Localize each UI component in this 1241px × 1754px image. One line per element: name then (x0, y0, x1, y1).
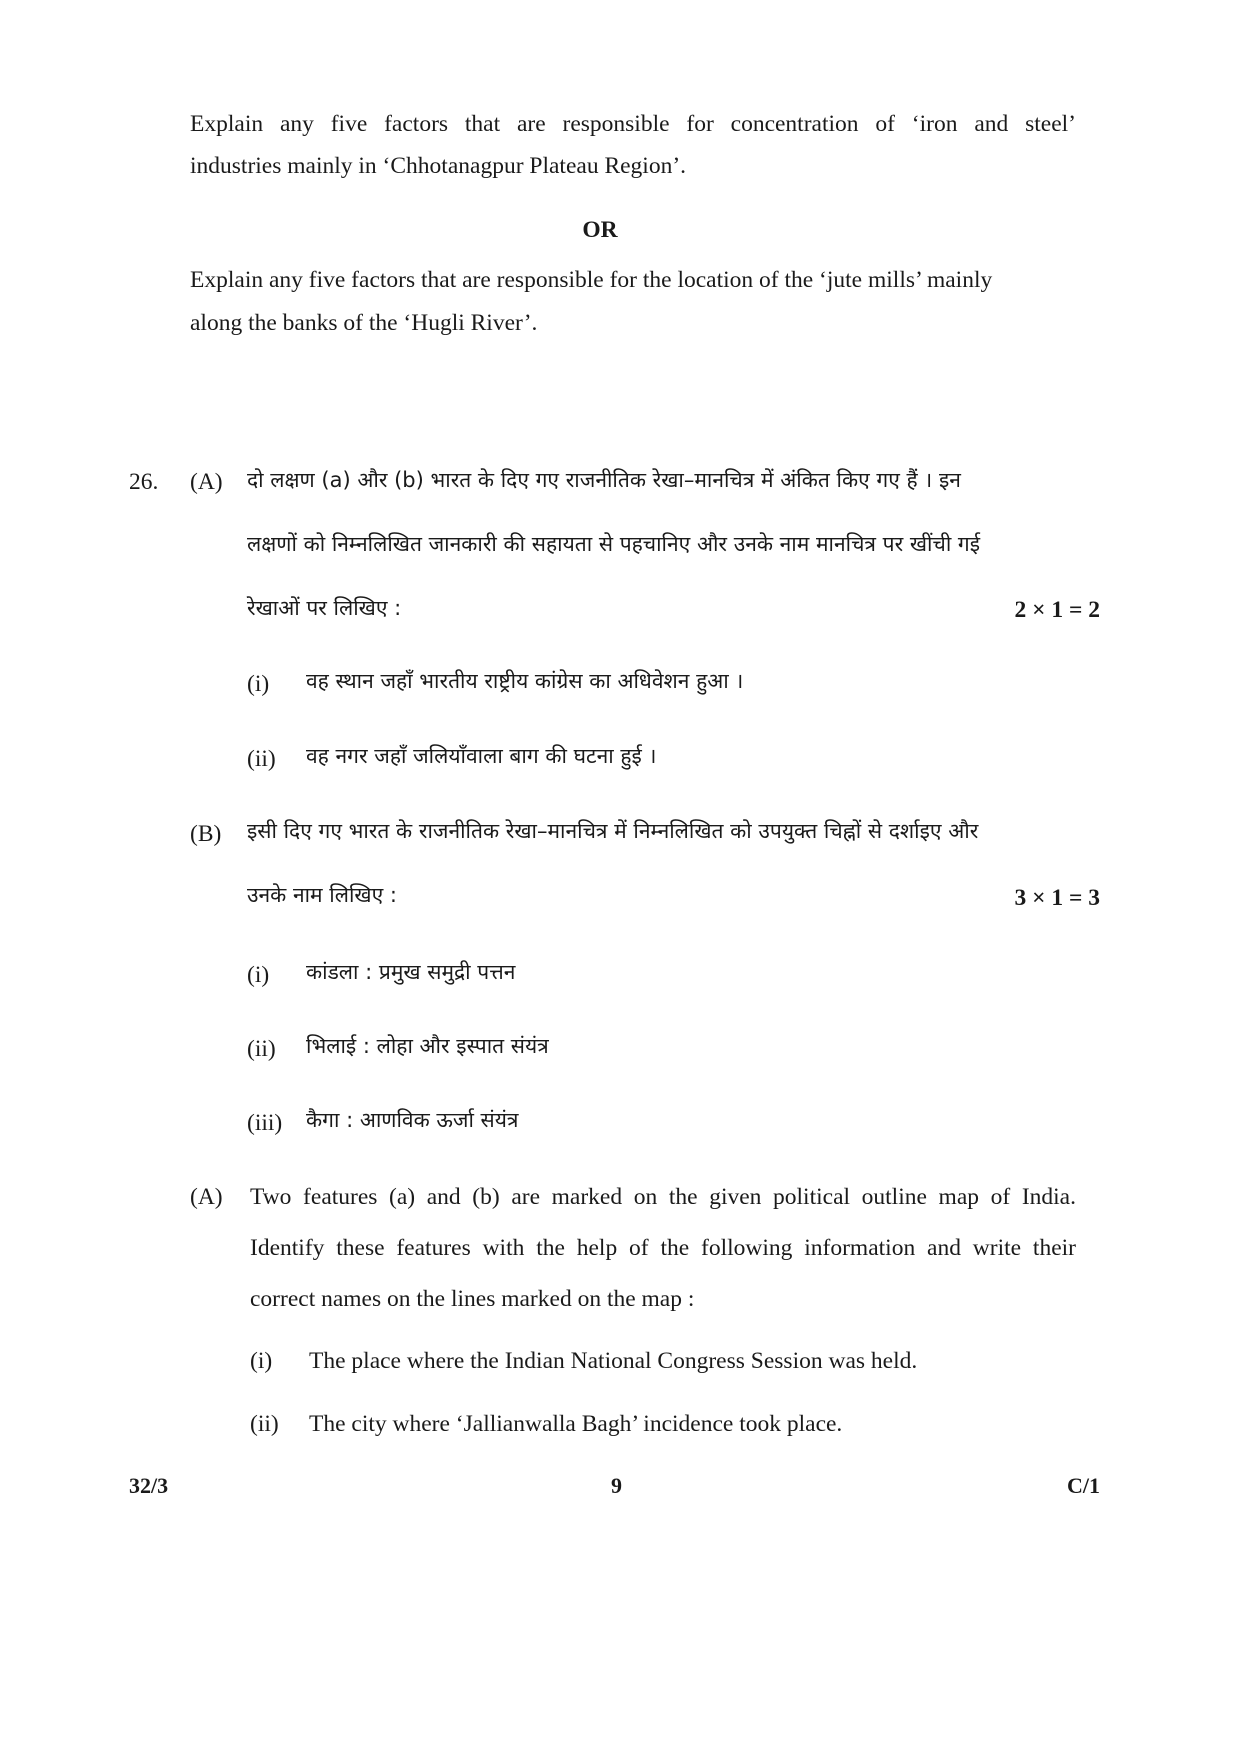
hindi-b-marks: 3 × 1 = 3 (1014, 885, 1100, 911)
q25-part1-line1: Explain any five factors that are responsible for concentration of ‘iron and steel’ (190, 111, 1076, 137)
hindi-a-line3: रेखाओं पर लिखिए : (247, 596, 402, 620)
hindi-a-marks: 2 × 1 = 2 (1014, 597, 1100, 623)
q25-part1-line2: industries mainly in ‘Chhotanagpur Plateau Region’. (190, 153, 687, 179)
hindi-a-item-1-text: वह स्थान जहाँ भारतीय राष्ट्रीय कांग्रेस का अधिवेशन हुआ । (306, 669, 744, 693)
or-divider: OR (582, 217, 618, 243)
english-a-line3: correct names on the lines marked on the map : (250, 1286, 695, 1312)
hindi-a-line1: दो लक्षण (a) और (b) भारत के दिए गए राजनीतिक रेखा–मानचित्र में अंकित किए गए हैं । इन (247, 468, 961, 492)
q25-part2-line1: Explain any five factors that are responsible for the location of the ‘jute mills’ mainly (190, 267, 993, 293)
hindi-b-label: (B) (190, 821, 222, 847)
hindi-b-item-2-text: भिलाई : लोहा और इस्पात संयंत्र (306, 1034, 549, 1058)
hindi-b-item-1-text: कांडला : प्रमुख समुद्री पत्तन (306, 960, 516, 984)
hindi-a-label: (A) (190, 469, 223, 495)
english-a-item-1-num: (i) (250, 1348, 273, 1374)
hindi-b-item-3-text: कैगा : आणविक ऊर्जा संयंत्र (306, 1108, 519, 1132)
english-a-item-2-num: (ii) (250, 1411, 279, 1437)
hindi-a-line2: लक्षणों को निम्नलिखित जानकारी की सहायता से पहचानिए और उनके नाम मानचित्र पर खींची गई (247, 532, 981, 556)
english-a-item-1-text: The place where the Indian National Congress Session was held. (309, 1348, 918, 1374)
q25-part2-line2: along the banks of the ‘Hugli River’. (190, 310, 538, 336)
english-a-line2: Identify these features with the help of the following information and write their (250, 1235, 1076, 1261)
hindi-b-line2: उनके नाम लिखिए : (247, 883, 397, 907)
hindi-b-line1: इसी दिए गए भारत के राजनीतिक रेखा–मानचित्र में निम्नलिखित को उपयुक्त चिह्नों से दर्शाइए और (247, 819, 979, 843)
english-a-item-2-text: The city where ‘Jallianwalla Bagh’ incidence took place. (309, 1411, 843, 1437)
footer-page-number: 9 (611, 1473, 622, 1498)
english-a-line1: Two features (a) and (b) are marked on the given political outline map of India. (250, 1184, 1076, 1210)
question-number: 26. (129, 469, 159, 495)
english-a-label: (A) (190, 1184, 223, 1210)
hindi-b-item-3-num: (iii) (247, 1110, 283, 1136)
hindi-a-item-1-num: (i) (247, 671, 270, 697)
hindi-a-item-2-num: (ii) (247, 746, 276, 772)
hindi-a-item-2-text: वह नगर जहाँ जलियाँवाला बाग की घटना हुई । (306, 744, 657, 768)
hindi-b-item-2-num: (ii) (247, 1036, 276, 1062)
footer-set-code: C/1 (1067, 1473, 1100, 1498)
footer-paper-code: 32/3 (129, 1473, 169, 1498)
hindi-b-item-1-num: (i) (247, 962, 270, 988)
